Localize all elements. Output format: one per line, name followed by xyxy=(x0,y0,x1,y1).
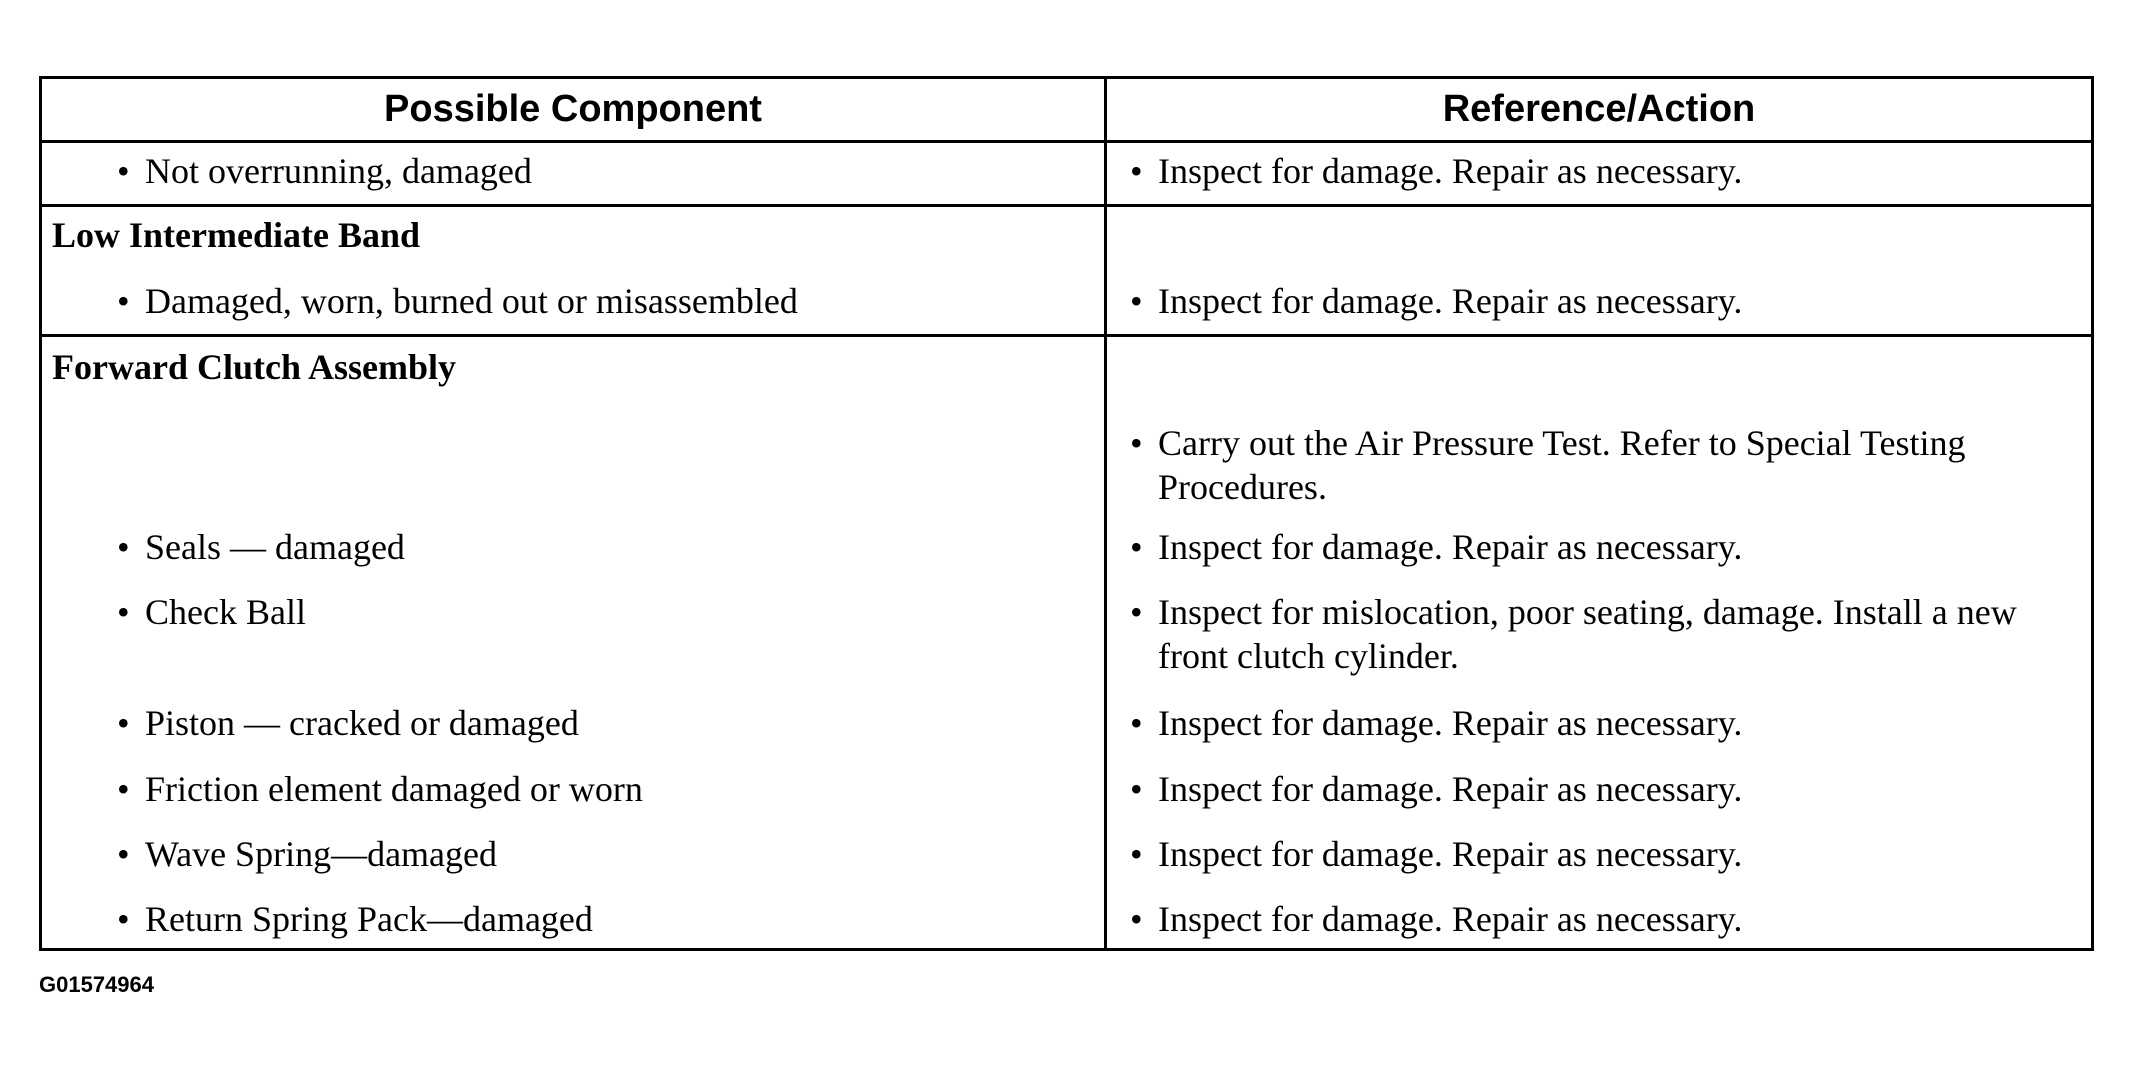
bullet: • xyxy=(117,527,130,567)
section-title-forward-clutch-assembly: Forward Clutch Assembly xyxy=(52,347,456,387)
component-text: Piston — cracked or damaged xyxy=(145,703,579,743)
component-text: Wave Spring—damaged xyxy=(145,834,498,874)
component-text: Return Spring Pack—damaged xyxy=(145,899,593,939)
bullet: • xyxy=(117,834,130,874)
column-divider xyxy=(1104,79,1107,948)
bullet: • xyxy=(117,769,130,809)
component-text: Seals — damaged xyxy=(145,527,405,567)
action-text: Inspect for damage. Repair as necessary. xyxy=(1158,527,1743,567)
bullet: • xyxy=(1130,769,1143,809)
bullet: • xyxy=(117,703,130,743)
component-text: Friction element damaged or worn xyxy=(145,769,643,809)
bullet: • xyxy=(117,592,130,632)
component-cell xyxy=(117,832,497,876)
row-divider xyxy=(42,204,2091,207)
bullet: • xyxy=(1130,703,1143,743)
header-possible-component: Possible Component xyxy=(384,88,762,130)
bullet: • xyxy=(1130,423,1143,463)
action-text: Inspect for damage. Repair as necessary. xyxy=(1158,899,1743,939)
component-text: Damaged, worn, burned out or misassembled xyxy=(145,281,798,321)
component-cell xyxy=(117,525,405,569)
action-text: Inspect for damage. Repair as necessary. xyxy=(1158,151,1743,191)
action-cell xyxy=(1130,701,1742,745)
action-text: Inspect for mislocation, poor seating, damage. Install a new front clutch cylinder. xyxy=(1158,592,2017,676)
action-cell xyxy=(1130,767,1742,811)
action-text: Inspect for damage. Repair as necessary. xyxy=(1158,769,1743,809)
component-text: Not overrunning, damaged xyxy=(145,151,532,191)
component-cell xyxy=(117,701,579,745)
action-cell xyxy=(1130,525,1742,569)
component-cell xyxy=(117,897,593,941)
action-cell xyxy=(1130,897,1742,941)
action-text: Carry out the Air Pressure Test. Refer to Special Testing Procedures. xyxy=(1158,423,1966,507)
action-cell xyxy=(1130,590,2058,678)
header-divider xyxy=(42,140,2091,143)
diagnosis-table xyxy=(39,76,2094,951)
section-title-low-intermediate-band: Low Intermediate Band xyxy=(52,215,420,255)
component-cell xyxy=(117,767,643,811)
bullet: • xyxy=(1130,527,1143,567)
section-divider xyxy=(42,334,2091,337)
bullet: • xyxy=(1130,151,1143,191)
action-text: Inspect for damage. Repair as necessary. xyxy=(1158,834,1743,874)
bullet: • xyxy=(1130,592,1143,632)
component-cell xyxy=(117,279,798,323)
component-text: Check Ball xyxy=(145,592,306,632)
action-cell xyxy=(1130,832,1742,876)
bullet: • xyxy=(117,151,130,191)
action-cell xyxy=(1130,421,2058,509)
bullet: • xyxy=(1130,281,1143,321)
bullet: • xyxy=(117,281,130,321)
action-text: Inspect for damage. Repair as necessary. xyxy=(1158,281,1743,321)
component-cell xyxy=(117,149,532,193)
bullet: • xyxy=(117,899,130,939)
action-cell xyxy=(1130,149,1742,193)
component-cell xyxy=(117,590,306,634)
action-cell xyxy=(1130,279,1742,323)
action-text: Inspect for damage. Repair as necessary. xyxy=(1158,703,1743,743)
bullet: • xyxy=(1130,899,1143,939)
bullet: • xyxy=(1130,834,1143,874)
header-reference-action: Reference/Action xyxy=(1442,88,1756,130)
figure-id: G01574964 xyxy=(39,972,154,997)
